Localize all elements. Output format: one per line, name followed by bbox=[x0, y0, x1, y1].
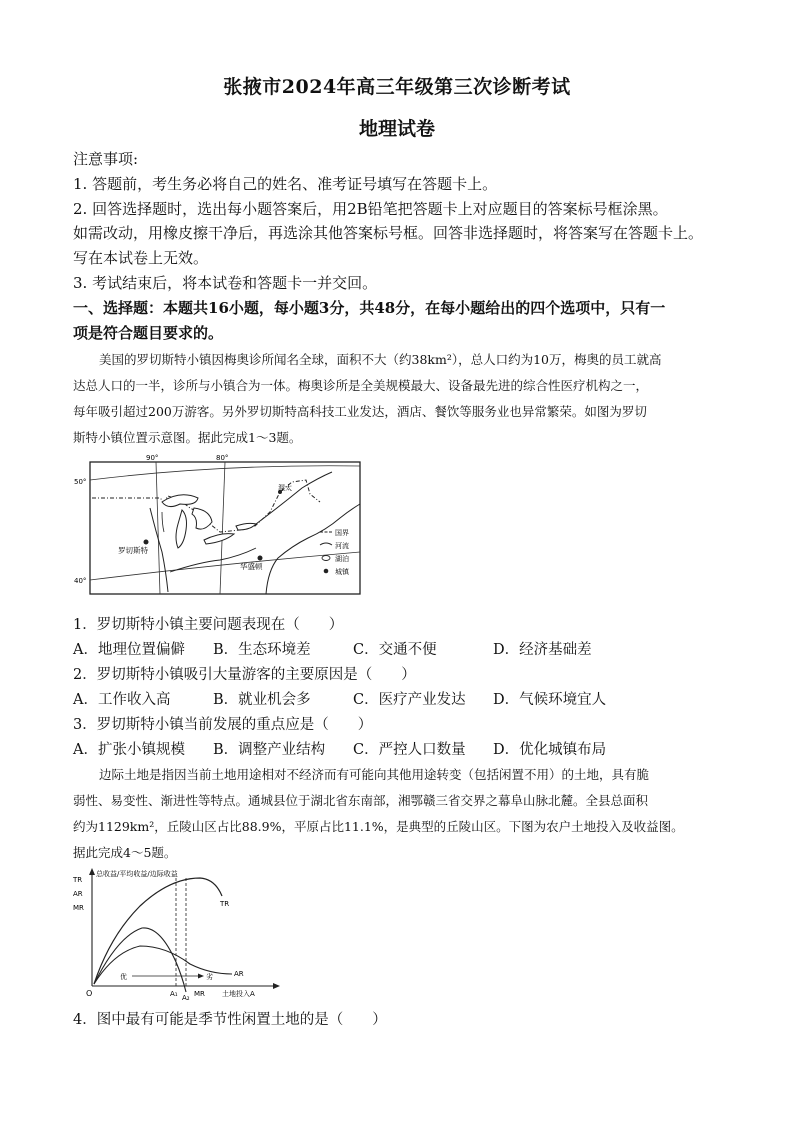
q2-option-c[interactable]: C．医疗产业发达 bbox=[353, 692, 466, 708]
q3-option-d[interactable]: D．优化城镇布局 bbox=[493, 742, 607, 758]
legend-city-symbol bbox=[324, 569, 329, 574]
lon-label-90: 90° bbox=[146, 454, 159, 462]
origin-label: O bbox=[86, 989, 93, 998]
passage2-line2: 弱性、易变性、渐进性等特点。通城县位于湖北省东南部，湘鄂赣三省交界之幕阜山脉北麓。全县总面积 bbox=[73, 793, 649, 808]
x-axis-title: 土地投入A bbox=[222, 990, 255, 998]
lake-huron bbox=[192, 508, 212, 529]
tr-curve-label: TR bbox=[220, 900, 230, 908]
lon-label-80: 80° bbox=[216, 454, 229, 462]
question-3-stem: 3．罗切斯特小镇当前发展的重点应是（ ） bbox=[73, 717, 373, 733]
legend-border-label: 国界 bbox=[335, 529, 349, 537]
section-heading-cont: 项是符合题目要求的。 bbox=[73, 324, 224, 342]
lat-40-line bbox=[90, 552, 360, 580]
notice-item-1: 1. 答题前，考生务必将自己的姓名、准考证号填写在答题卡上。 bbox=[73, 175, 498, 193]
q3-option-a[interactable]: A．扩张小镇规模 bbox=[73, 742, 185, 758]
q2-option-d[interactable]: D．气候环境宜人 bbox=[493, 692, 607, 708]
washington-label: 华盛顿 bbox=[240, 562, 263, 571]
notice-item-2: 2. 回答选择题时，选出每小题答案后，用2B铅笔把答题卡上对应题目的答案标号框涂黑。 bbox=[73, 200, 668, 218]
exam-title: 张掖市2024年高三年级第三次诊断考试 bbox=[223, 76, 571, 98]
notice-item-2-end: 写在本试卷上无效。 bbox=[73, 249, 209, 267]
bad-label: 劣 bbox=[206, 973, 213, 981]
lake-michigan bbox=[176, 510, 187, 548]
x-axis-arrow bbox=[273, 983, 280, 989]
legend-river-symbol bbox=[320, 543, 332, 545]
lon-90-line bbox=[156, 462, 160, 594]
section-heading: 一、选择题：本题共16小题，每小题3分，共48分，在每小题给出的四个选项中，只有一 bbox=[73, 299, 666, 317]
map-legend bbox=[320, 528, 350, 576]
passage2-line3: 约为1129km²，丘陵山区占比88.9%，平原占比11.1%，是典型的丘陵山区。下图为农户土地投入及收益图。 bbox=[73, 819, 684, 834]
rochester-city-marker bbox=[144, 540, 149, 545]
passage2-line1: 边际土地是指因当前土地用途相对不经济而有可能向其他用途转变（包括闲置不用）的土地，具有脆 bbox=[99, 767, 650, 782]
ottawa-label: 渥太 bbox=[278, 484, 292, 492]
lake-erie bbox=[204, 534, 234, 544]
mississippi-upper bbox=[162, 512, 164, 532]
question-1-options bbox=[73, 638, 633, 659]
lat-label-40: 40° bbox=[74, 577, 87, 585]
notice-item-2-cont: 如需改动，用橡皮擦干净后，再选涂其他答案标号框。回答非选择题时，将答案写在答题卡上。 bbox=[73, 224, 704, 242]
passage1-line3: 每年吸引超过200万游客。另外罗切斯特高科技工业发达，酒店、餐饮等服务业也异常繁荣。如图为罗切 bbox=[73, 404, 647, 419]
rochester-location-map bbox=[70, 452, 370, 600]
q2-option-a[interactable]: A．工作收入高 bbox=[73, 692, 171, 708]
question-2-stem: 2．罗切斯特小镇吸引大量游客的主要原因是（ ） bbox=[73, 667, 416, 683]
y-tick-tr: TR bbox=[73, 876, 83, 884]
question-1-stem: 1．罗切斯特小镇主要问题表现在（ ） bbox=[73, 617, 344, 633]
y-tick-mr: MR bbox=[73, 904, 84, 912]
passage2-line4: 据此完成4～5题。 bbox=[73, 845, 177, 860]
lon-80-line bbox=[220, 462, 225, 594]
mr-curve bbox=[94, 928, 186, 992]
legend-river-label: 河流 bbox=[335, 542, 349, 550]
map-frame bbox=[90, 462, 360, 594]
q1-option-a[interactable]: A．地理位置偏僻 bbox=[73, 642, 185, 658]
y-axis-title: 总收益/平均收益/边际收益 bbox=[96, 870, 178, 878]
mr-curve-label: MR bbox=[194, 990, 205, 998]
exam-subject: 地理试卷 bbox=[358, 118, 435, 140]
legend-lake-label: 湖泊 bbox=[335, 555, 349, 563]
legend-lake-symbol bbox=[322, 556, 330, 561]
a2-label: A₂ bbox=[182, 994, 190, 1001]
q1-option-c[interactable]: C．交通不便 bbox=[353, 642, 437, 658]
y-tick-ar: AR bbox=[73, 890, 83, 898]
passage1-line1: 美国的罗切斯特小镇因梅奥诊所闻名全球，面积不大（约38km²），总人口约为10万，梅奥的员工就高 bbox=[99, 352, 662, 367]
st-lawrence-river bbox=[256, 472, 332, 524]
land-input-revenue-graph bbox=[70, 866, 285, 1001]
rochester-label: 罗切斯特 bbox=[118, 546, 148, 555]
a1-label: A₁ bbox=[170, 990, 178, 998]
notice-item-3: 3. 考试结束后，将本试卷和答题卡一并交回。 bbox=[73, 274, 378, 292]
good-bad-arrowhead bbox=[198, 974, 204, 979]
lake-ontario bbox=[236, 523, 256, 530]
y-axis-arrow bbox=[89, 868, 95, 875]
question-3-options bbox=[73, 738, 633, 759]
q2-option-b[interactable]: B．就业机会多 bbox=[213, 692, 311, 708]
passage1-line4: 斯特小镇位置示意图。据此完成1～3题。 bbox=[73, 430, 302, 445]
good-label: 优 bbox=[120, 973, 127, 981]
legend-city-label: 城镇 bbox=[335, 568, 349, 576]
lake-superior bbox=[162, 495, 198, 507]
ar-curve-label: AR bbox=[234, 970, 244, 978]
q1-option-d[interactable]: D．经济基础差 bbox=[493, 642, 592, 658]
q3-option-b[interactable]: B．调整产业结构 bbox=[213, 742, 326, 758]
question-2-options bbox=[73, 688, 633, 709]
tr-curve bbox=[94, 878, 222, 984]
q3-option-c[interactable]: C．严控人口数量 bbox=[353, 742, 466, 758]
lat-label-50: 50° bbox=[74, 478, 87, 486]
washington-city-marker bbox=[258, 556, 263, 561]
q1-option-b[interactable]: B．生态环境差 bbox=[213, 642, 311, 658]
passage1-line2: 达总人口的一半，诊所与小镇合为一体。梅奥诊所是全美规模最大、设备最先进的综合性医疗机构之一， bbox=[73, 378, 649, 393]
question-4-stem: 4．图中最有可能是季节性闲置土地的是（ ） bbox=[73, 1012, 387, 1028]
notice-heading: 注意事项: bbox=[73, 150, 139, 168]
